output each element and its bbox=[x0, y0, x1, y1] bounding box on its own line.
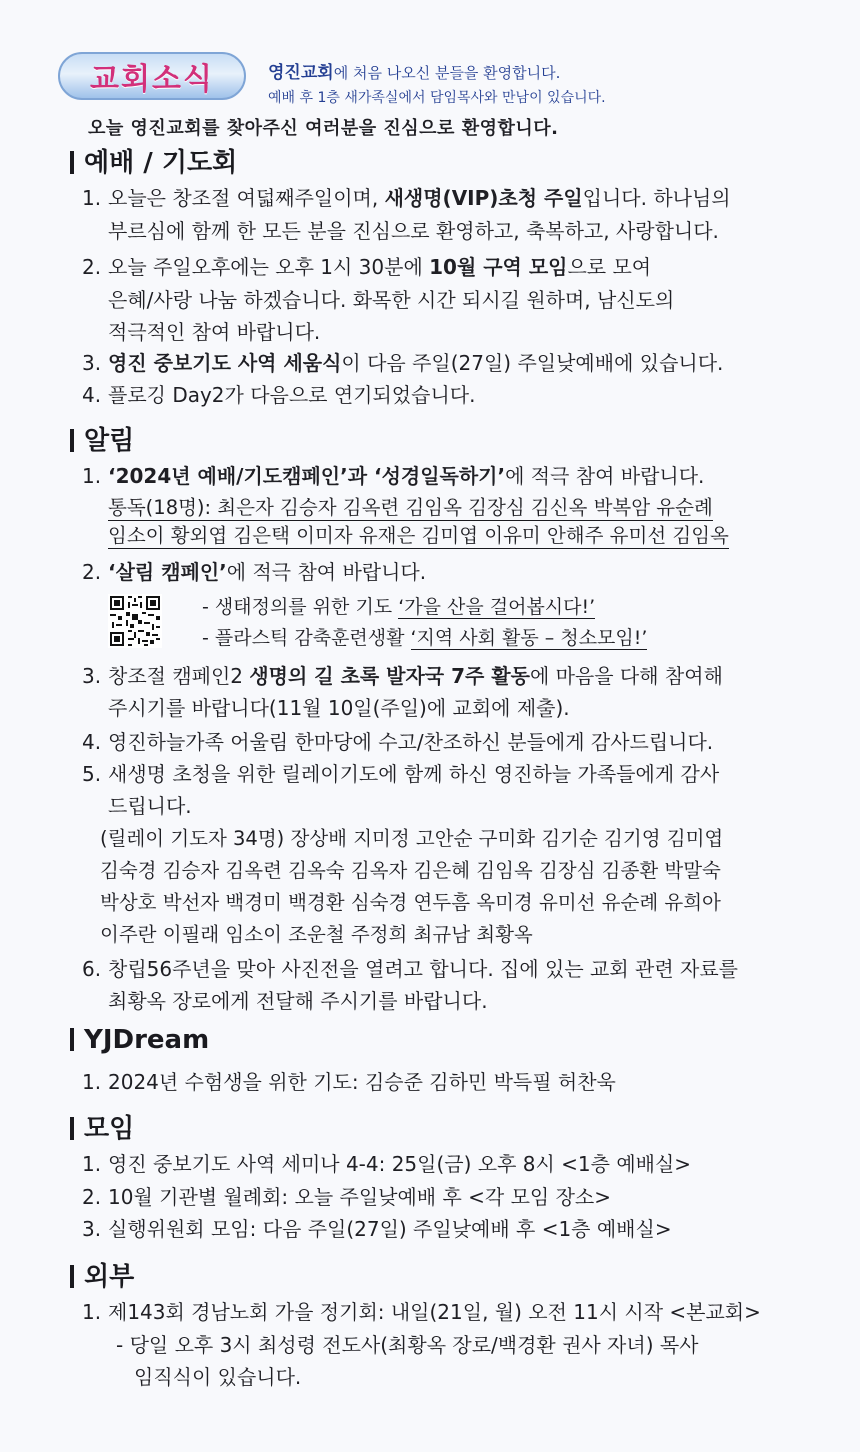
item-number: 3. bbox=[82, 664, 102, 688]
list-item-continuation: 적극적인 참여 바랍니다. bbox=[108, 320, 321, 344]
list-item bbox=[82, 1066, 616, 1095]
item-text: 오늘은 창조절 여덟째주일이며, bbox=[108, 186, 385, 210]
item-text: 2024년 수험생을 위한 기도: 김승준 김하민 박득필 허찬욱 bbox=[108, 1070, 616, 1094]
detail-highlight: ‘가을 산을 걸어봅시다!’ bbox=[398, 596, 596, 618]
list-item bbox=[82, 1296, 761, 1325]
reading-participants: 임소이 황외엽 김은택 이미자 유재은 김미엽 이유미 안해주 유미선 김임옥 bbox=[108, 520, 729, 549]
list-item bbox=[82, 182, 731, 211]
item-text: 창조절 캠페인2 bbox=[108, 664, 250, 688]
list-item-continuation: 부르심에 함께 한 모든 분을 진심으로 환영하고, 축복하고, 사랑합니다. bbox=[108, 219, 719, 243]
item-text: 제143회 경남노회 가을 정기회: 내일(21일, 월) 오전 11시 시작 <본교회> bbox=[108, 1300, 761, 1324]
item-number: 1. bbox=[82, 1300, 102, 1324]
item-highlight: 영진 중보기도 사역 세움식 bbox=[108, 351, 342, 375]
item-text: 에 마음을 다해 참여해 bbox=[529, 664, 723, 688]
list-item bbox=[82, 660, 723, 689]
item-text: 에 적극 참여 바랍니다. bbox=[505, 464, 705, 488]
relay-prayer-names: 김숙경 김승자 김옥련 김옥숙 김옥자 김은혜 김임옥 김장심 김종환 박말숙 bbox=[100, 859, 721, 882]
item-number: 3. bbox=[82, 1217, 102, 1241]
list-item bbox=[82, 347, 723, 376]
list-item bbox=[82, 1181, 611, 1210]
reading-participants: 통독(18명): 최은자 김승자 김옥련 김임옥 김장심 김신옥 박복암 유순례 bbox=[108, 492, 713, 521]
list-item-continuation: 최황옥 장로에게 전달해 주시기를 바랍니다. bbox=[108, 989, 488, 1013]
list-item bbox=[82, 460, 704, 489]
item-number: 4. bbox=[82, 730, 102, 754]
relay-prayer-names: (릴레이 기도자 34명) 장상배 지미정 고안순 구미화 김기순 김기영 김미엽 bbox=[100, 827, 724, 850]
section-title-external: 외부 bbox=[70, 1256, 134, 1293]
list-item bbox=[82, 1148, 691, 1177]
list-item bbox=[82, 726, 713, 755]
item-number: 1. bbox=[82, 1152, 102, 1176]
item-text: 영진 중보기도 사역 세미나 4-4: 25일(금) 오후 8시 <1층 예배실> bbox=[108, 1152, 692, 1176]
campaign-detail bbox=[202, 623, 647, 650]
list-item-continuation: - 당일 오후 3시 최성령 전도사(최황옥 장로/백경환 권사 자녀) 목사 bbox=[116, 1333, 699, 1357]
item-highlight: ‘살림 캠페인’ bbox=[108, 560, 227, 584]
item-text: 플로깅 Day2가 다음으로 연기되었습니다. bbox=[108, 383, 476, 407]
list-item-continuation: 주시기를 바랍니다(11월 10일(주일)에 교회에 제출). bbox=[108, 696, 570, 720]
list-item-continuation: 드립니다. bbox=[108, 794, 192, 818]
welcome-text: 에 처음 나오신 분들을 환영합니다. bbox=[333, 64, 561, 82]
welcome-line bbox=[268, 58, 560, 83]
item-text: 창립56주년을 맞아 사진전을 열려고 합니다. 집에 있는 교회 관련 자료를 bbox=[108, 957, 738, 981]
welcome-line-2: 예배 후 1층 새가족실에서 담임목사와 만남이 있습니다. bbox=[268, 90, 606, 106]
detail-text: - 생태정의를 위한 기도 bbox=[202, 596, 399, 618]
item-text: 에 적극 참여 바랍니다. bbox=[226, 560, 427, 584]
item-number: 6. bbox=[82, 957, 102, 981]
campaign-detail bbox=[202, 592, 595, 619]
item-highlight: 10월 구역 모임 bbox=[429, 255, 568, 279]
item-text: 오늘 주일오후에는 오후 1시 30분에 bbox=[108, 255, 430, 279]
item-text: 입니다. 하나님의 bbox=[582, 186, 731, 210]
item-highlight: ‘성경일독하기’ bbox=[373, 464, 506, 488]
item-text: 새생명 초청을 위한 릴레이기도에 함께 하신 영진하늘 가족들에게 감사 bbox=[108, 762, 720, 786]
list-item-continuation: 은혜/사랑 나눔 하겠습니다. 화목한 시간 되시길 원하며, 남신도의 bbox=[108, 288, 675, 312]
item-text: 으로 모여 bbox=[567, 255, 652, 279]
detail-highlight: ‘지역 사회 활동 – 청소모임!’ bbox=[410, 627, 648, 649]
church-name: 영진교회 bbox=[268, 63, 334, 83]
relay-prayer-names: 박상호 박선자 백경미 백경환 심숙경 연두흠 옥미경 유미선 유순례 유희아 bbox=[100, 891, 721, 914]
list-item bbox=[82, 1213, 672, 1242]
item-text: 영진하늘가족 어울림 한마당에 수고/찬조하신 분들에게 감사드립니다. bbox=[108, 730, 714, 754]
item-number: 2. bbox=[82, 1185, 102, 1209]
item-highlight: 새생명(VIP)초청 주일 bbox=[384, 186, 583, 210]
item-number: 1. bbox=[82, 1070, 102, 1094]
item-text: 10월 기관별 월례회: 오늘 주일낮예배 후 <각 모임 장소> bbox=[108, 1185, 611, 1209]
item-highlight: ‘2024년 예배/기도캠페인’ bbox=[108, 464, 348, 488]
section-title-worship: 예배 / 기도회 bbox=[70, 142, 237, 179]
item-number: 4. bbox=[82, 383, 102, 407]
item-text: 이 다음 주일(27일) 주일낮예배에 있습니다. bbox=[341, 351, 724, 375]
list-item bbox=[82, 556, 426, 585]
item-highlight: 생명의 길 초록 발자국 7주 활동 bbox=[249, 664, 530, 688]
item-number: 1. bbox=[82, 186, 102, 210]
list-item bbox=[82, 758, 719, 787]
section-title-meeting: 모임 bbox=[70, 1108, 134, 1145]
item-number: 1. bbox=[82, 464, 102, 488]
list-item bbox=[82, 379, 475, 408]
list-item bbox=[82, 251, 651, 280]
church-news-badge: 교회소식 bbox=[58, 52, 246, 100]
item-text: 실행위원회 모임: 다음 주일(27일) 주일낮예배 후 <1층 예배실> bbox=[108, 1217, 672, 1241]
item-highlight: 과 bbox=[347, 464, 374, 488]
list-item bbox=[82, 953, 738, 982]
list-item-continuation: 임직식이 있습니다. bbox=[134, 1365, 302, 1389]
detail-text: - 플라스틱 감축훈련생활 bbox=[202, 627, 411, 649]
relay-prayer-names: 이주란 이필래 임소이 조운철 주정희 최규남 최황옥 bbox=[100, 923, 533, 946]
item-number: 5. bbox=[82, 762, 102, 786]
item-number: 2. bbox=[82, 255, 102, 279]
section-title-notice: 알림 bbox=[70, 420, 134, 457]
intro-text: 오늘 영진교회를 찾아주신 여러분을 진심으로 환영합니다. bbox=[88, 118, 559, 139]
qr-code-icon[interactable] bbox=[108, 594, 162, 648]
item-number: 3. bbox=[82, 351, 102, 375]
section-title-yjdream: YJDream bbox=[70, 1025, 209, 1055]
item-number: 2. bbox=[82, 560, 102, 584]
